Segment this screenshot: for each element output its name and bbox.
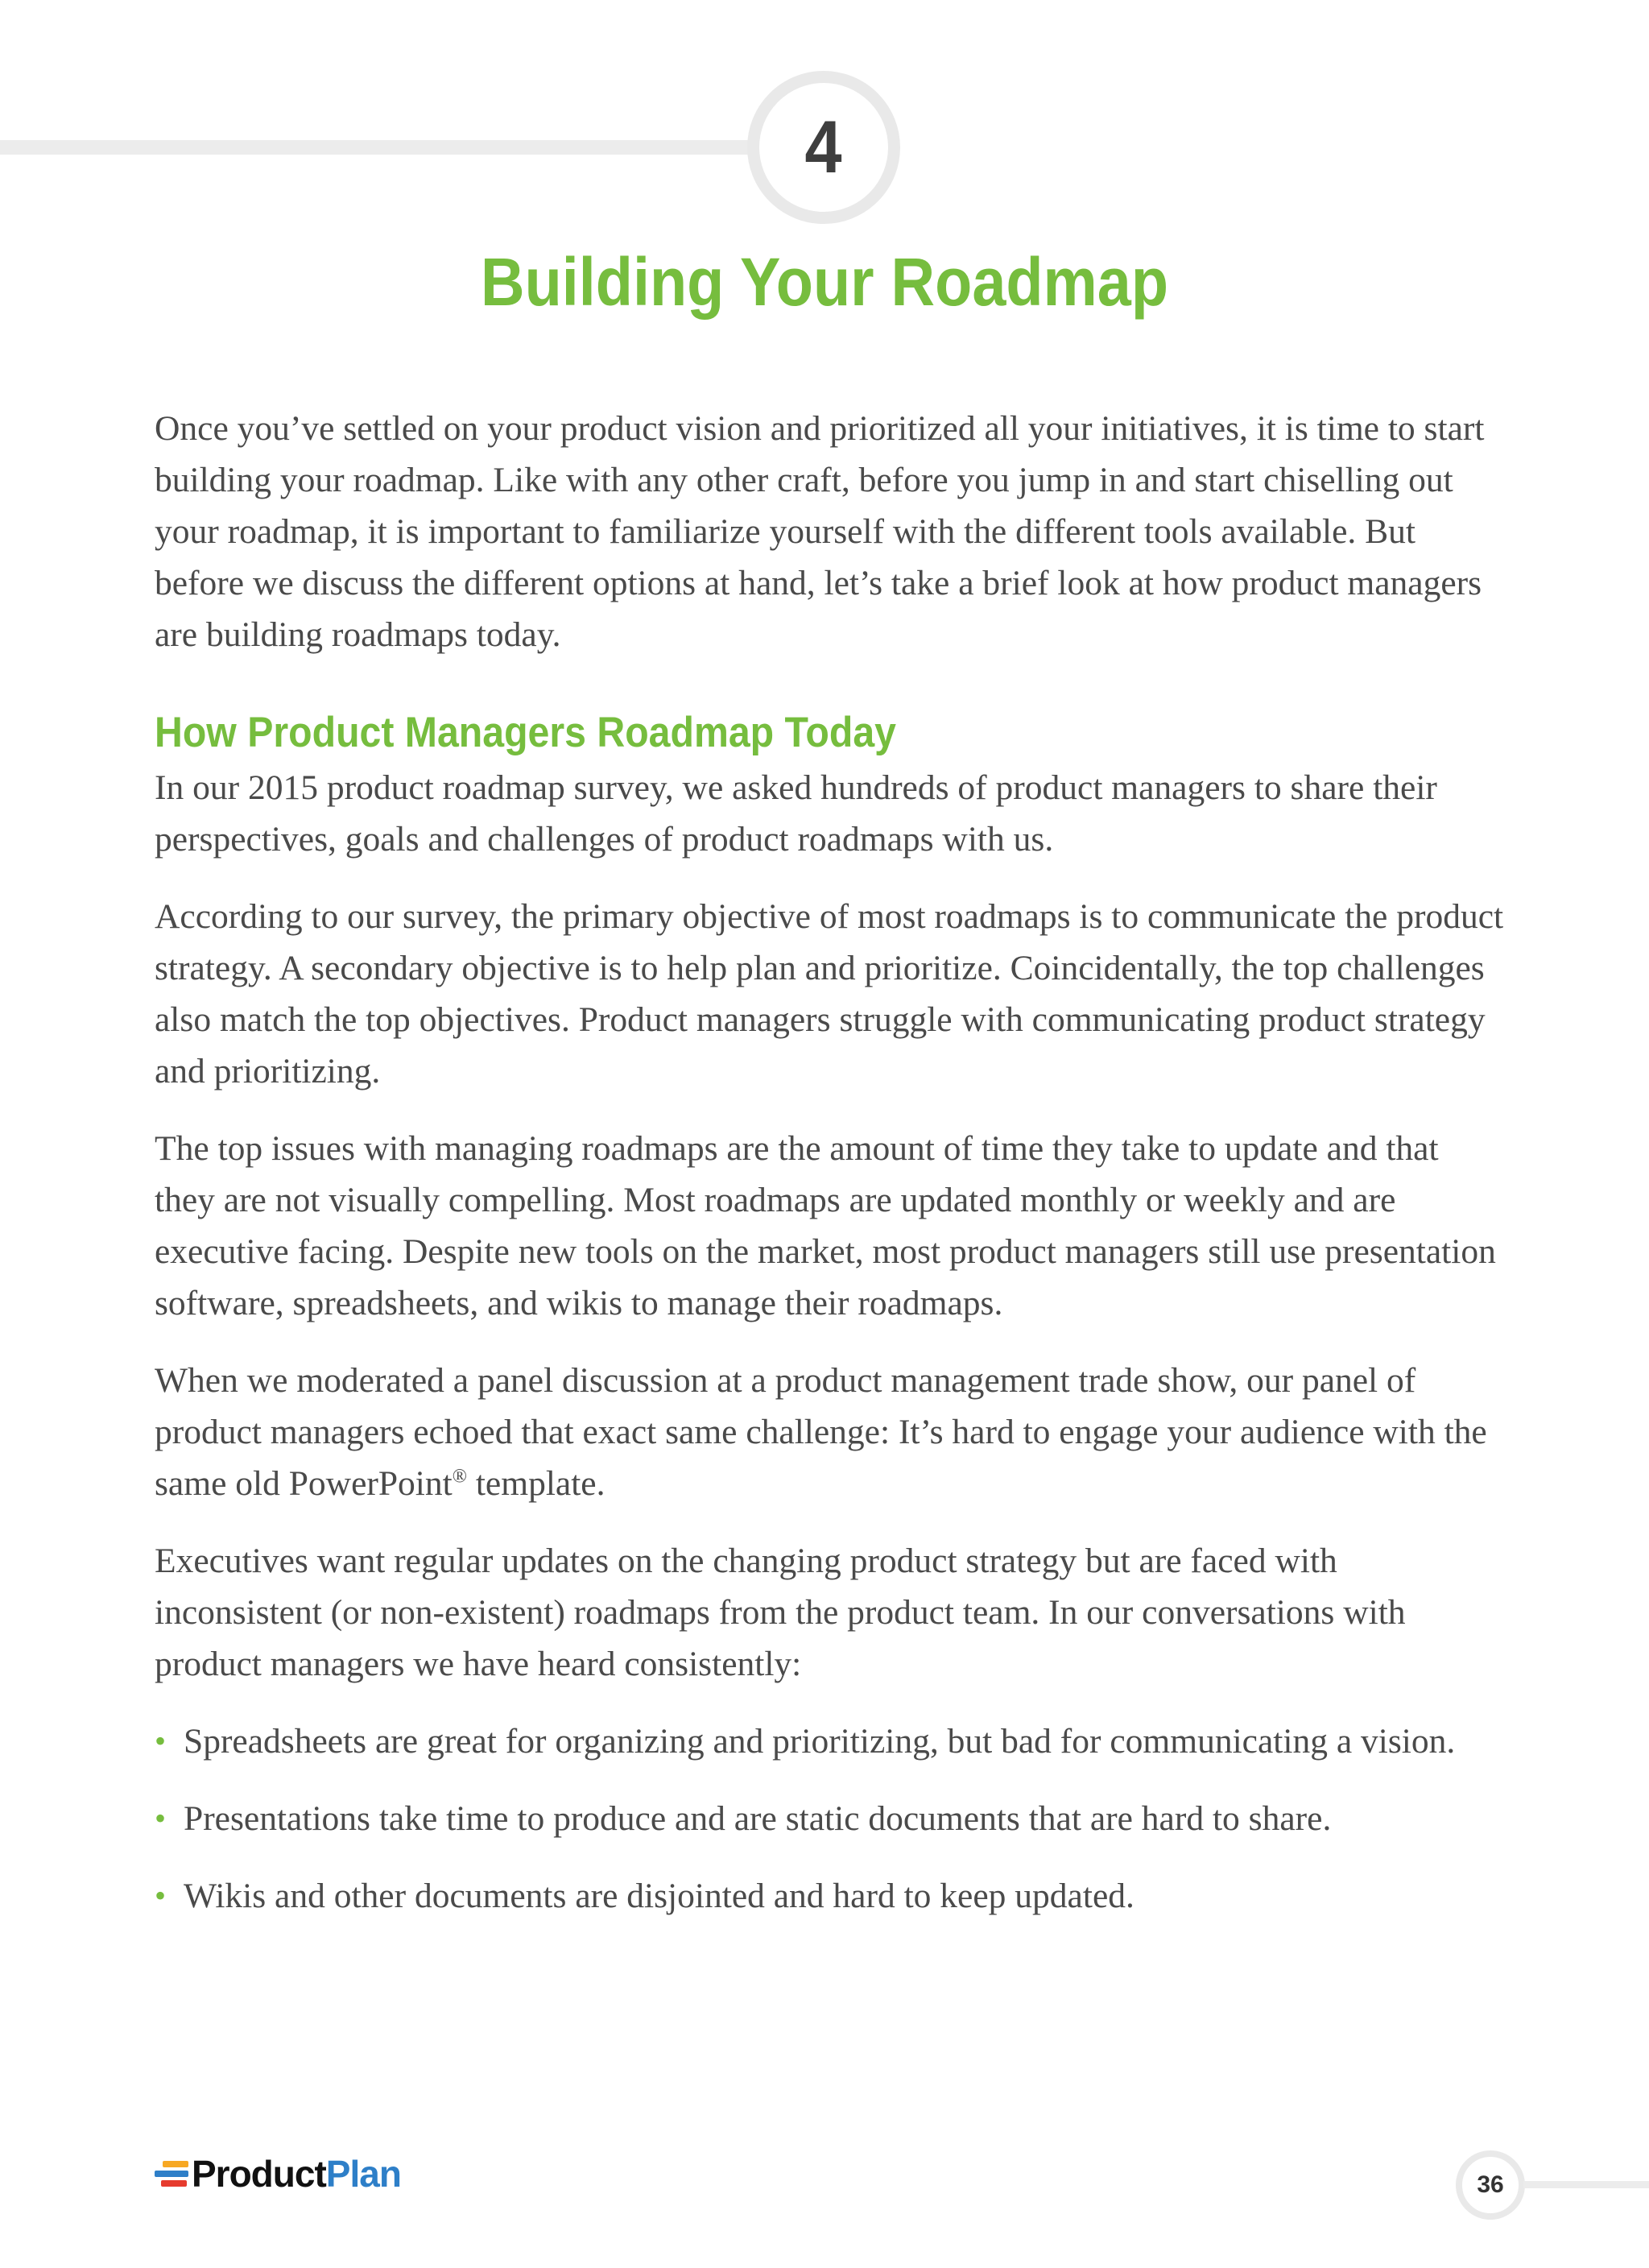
- roadmap-bars-icon: [155, 2158, 188, 2189]
- bullet-item: [155, 1793, 1507, 1844]
- section-heading: How Product Managers Roadmap Today: [155, 709, 896, 756]
- bullet-text: Presentations take time to produce and are static documents that are hard to share.: [184, 1799, 1332, 1838]
- panel-paragraph: [155, 1355, 1507, 1509]
- objectives-paragraph: According to our survey, the primary objective of most roadmaps is to communicate the product strategy. A secondary objective is to help plan and prioritize. Coincidentally, the top challenges also match the top objectives. Product managers struggle with communicating product strategy and prioritizing.: [155, 897, 1504, 1091]
- logo-wordmark: [192, 2153, 401, 2195]
- bullet-item: [155, 1715, 1507, 1767]
- page-title: Building Your Roadmap: [480, 244, 1169, 320]
- bullet-text: Wikis and other documents are disjointed and hard to keep updated.: [184, 1877, 1134, 1915]
- bullet-dot-icon: •: [155, 1800, 167, 1836]
- page-content: [155, 403, 1507, 1947]
- panel-paragraph-ending: template.: [466, 1464, 605, 1503]
- chapter-number-badge: [747, 71, 900, 224]
- page-number-line: [1523, 2181, 1649, 2188]
- logo-text-product: Product: [192, 2153, 326, 2195]
- bullet-dot-icon: •: [155, 1723, 167, 1759]
- panel-paragraph-text: When we moderated a panel discussion at a product management trade show, our panel of product managers echoed that exact same challenge: It’s hard to engage your audience with the same old PowerPoint: [155, 1361, 1487, 1503]
- chapter-number: 4: [804, 106, 843, 188]
- intro-paragraph: Once you’ve settled on your product vision and prioritized all your initiatives, it is time to start building your roadmap. Like with any other craft, before you jump in and start chiselling out your roadmap, it is important to familiarize yourself with the different tools available. But before we discuss the different options at hand, let’s take a brief look at how product managers are building roadmaps today.: [155, 409, 1485, 654]
- survey-paragraph: In our 2015 product roadmap survey, we asked hundreds of product managers to share their perspectives, goals and challenges of product roadmaps with us.: [155, 768, 1437, 859]
- productplan-logo: [155, 2153, 401, 2195]
- bullet-item: [155, 1870, 1507, 1922]
- feedback-bullet-list: [155, 1715, 1507, 1922]
- registered-mark: ®: [452, 1466, 467, 1488]
- executives-paragraph: Executives want regular updates on the changing product strategy but are faced with inconsistent (or non-existent) roadmaps from the product team. In our conversations with product managers we have heard consistently:: [155, 1542, 1406, 1683]
- issues-paragraph: The top issues with managing roadmaps are the amount of time they take to update and that they are not visually compelling. Most roadmaps are updated monthly or weekly and are executive facing. Despite new tools on the market, most product managers still use presentation software, spreadsheets, and wikis to manage their roadmaps.: [155, 1129, 1496, 1322]
- chapter-divider-line: [0, 140, 757, 155]
- page-number-badge: [1456, 2150, 1525, 2220]
- bullet-text: Spreadsheets are great for organizing and prioritizing, but bad for communicating a vision.: [184, 1722, 1456, 1761]
- bullet-dot-icon: •: [155, 1877, 167, 1914]
- logo-text-plan: Plan: [325, 2153, 401, 2195]
- page-number: 36: [1477, 2171, 1504, 2198]
